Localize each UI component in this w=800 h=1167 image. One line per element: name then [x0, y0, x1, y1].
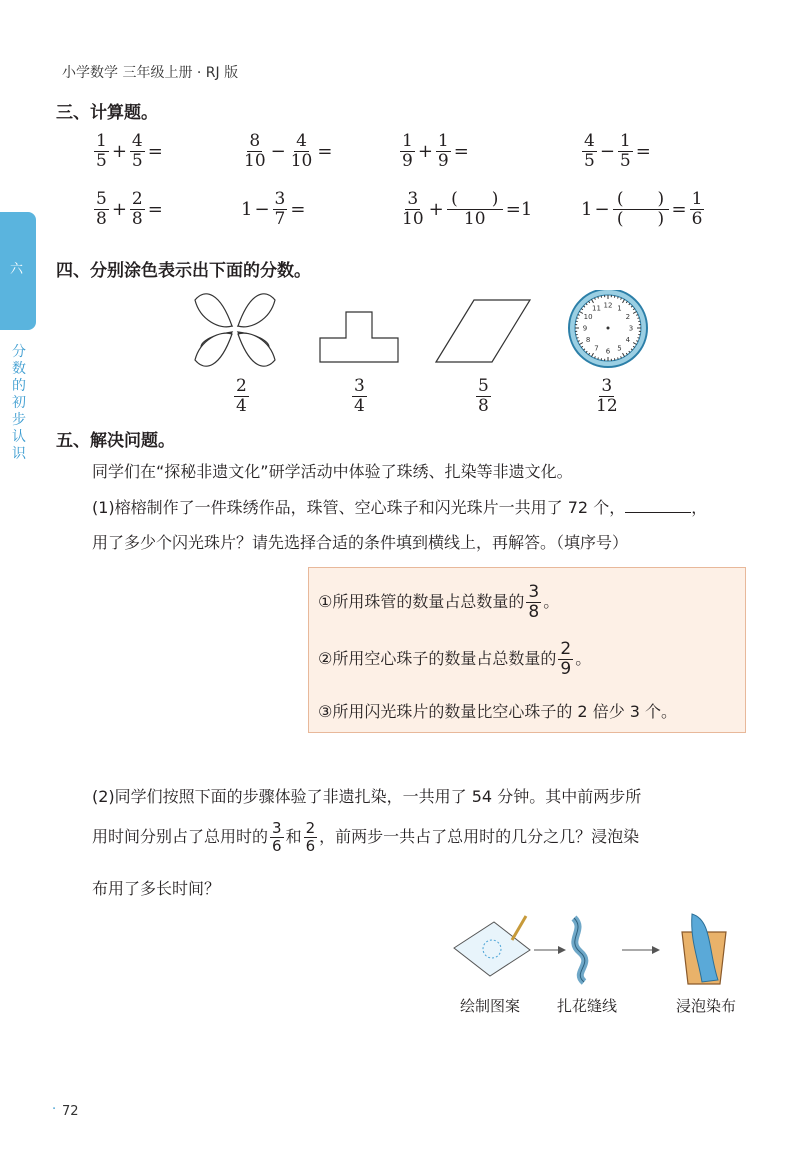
fraction-3-4: $\frac{3}{4}$: [354, 376, 365, 416]
clock-number: 9: [582, 324, 588, 333]
problem-4: $\frac{4}{5}$ − $\frac{1}{5}$ =: [584, 131, 651, 171]
clock-tick: [637, 338, 639, 339]
clock-shape[interactable]: [569, 290, 647, 367]
answer-blank[interactable]: [625, 498, 691, 513]
clock-number: 6: [605, 347, 611, 356]
problem-8: 1 − ( ) ( ) = $\frac{1}{6}$: [581, 189, 703, 229]
clock-number: 3: [628, 324, 634, 333]
question-1-line-1: (1)榕榕制作了一件珠绣作品，珠管、空心珠子和闪光珠片一共用了 72 个， ，: [92, 498, 708, 517]
clock-number: 4: [625, 336, 631, 344]
question-2-line-1: (2)同学们按照下面的步骤体验了非遗扎染，一共用了 54 分钟。其中前两步所: [92, 787, 642, 806]
question-1-line-2: 用了多少个闪光珠片？请先选择合适的条件填到横线上，再解答。（填序号）: [92, 533, 629, 552]
clock-tick: [618, 357, 619, 359]
clock-number: 2: [625, 313, 631, 321]
page-number: 72: [62, 1104, 79, 1119]
section-4-title: 四、分别涂色表示出下面的分数。: [56, 261, 311, 281]
clock-tick: [598, 297, 599, 299]
fraction-3-12: $\frac{3}{12}$: [596, 376, 618, 416]
clock-tick: [618, 297, 619, 299]
pattern-drawing-icon: [454, 916, 530, 976]
problem-intro: 同学们在“探秘非遗文化”研学活动中体验了珠绣、扎染等非遗文化。: [92, 462, 573, 481]
clock-tick: [577, 318, 579, 319]
step-2-label: 扎花缝线: [557, 997, 618, 1015]
tie-stitch-icon: [574, 918, 585, 982]
chapter-number: 六: [10, 262, 24, 277]
clock-number: 10: [583, 313, 593, 321]
problem-3: $\frac{1}{9}$ + $\frac{1}{9}$ =: [402, 131, 469, 171]
chapter-title: 分数的初步认识: [12, 344, 26, 462]
clock-tick: [598, 357, 599, 359]
t-shape[interactable]: [320, 312, 398, 362]
problem-6: 1 − $\frac{3}{7}$ =: [241, 189, 306, 229]
page-header: 小学数学 三年级上册 · RJ 版: [62, 65, 239, 81]
problem-5: $\frac{5}{8}$ + $\frac{2}{8}$ =: [96, 189, 163, 229]
clock-tick: [637, 318, 639, 319]
fraction-2-4: $\frac{2}{4}$: [236, 376, 247, 416]
clock-number: 5: [617, 344, 622, 353]
condition-3[interactable]: ③所用闪光珠片的数量比空心珠子的 2 倍少 3 个。: [318, 702, 678, 721]
clock-number: 8: [585, 336, 591, 344]
clock-number: 1: [617, 304, 622, 313]
step-1-label: 绘制图案: [460, 997, 521, 1015]
clock-number: 12: [603, 301, 613, 310]
problem-7: $\frac{3}{10}$ + ( ) 10 =1: [402, 189, 533, 229]
problem-1: $\frac{1}{5}$ + $\frac{4}{5}$ =: [96, 131, 163, 171]
question-2-line-3: 布用了多长时间？: [92, 879, 221, 898]
shapes-row: [190, 290, 660, 372]
clover-shape[interactable]: [195, 294, 275, 366]
page-number-dot: ·: [52, 1102, 57, 1117]
clock-number: 7: [594, 344, 599, 353]
parallelogram-shape[interactable]: [436, 300, 530, 362]
process-illustration: [446, 910, 766, 990]
condition-1[interactable]: ①所用珠管的数量占总数量的 $\frac{3}{8}$ 。: [318, 582, 560, 622]
section-3-title: 三、计算题。: [56, 103, 158, 123]
problem-2: $\frac{8}{10}$ − $\frac{4}{10}$ =: [244, 131, 333, 171]
condition-2[interactable]: ②所用空心珠子的数量占总数量的 $\frac{2}{9}$ 。: [318, 639, 592, 679]
step-3-label: 浸泡染布: [676, 997, 737, 1015]
dye-bucket-icon: [682, 914, 726, 984]
fraction-5-8: $\frac{5}{8}$: [478, 376, 489, 416]
clock-tick: [577, 338, 579, 339]
question-2-line-2: 用时间分别占了总用时的 $\frac{3}{6}$ 和 $\frac{2}{6}$ ，前两步一共占了总用时的几分之几？浸泡染: [92, 819, 640, 855]
section-5-title: 五、解决问题。: [56, 431, 175, 451]
clock-number: 11: [592, 304, 601, 313]
